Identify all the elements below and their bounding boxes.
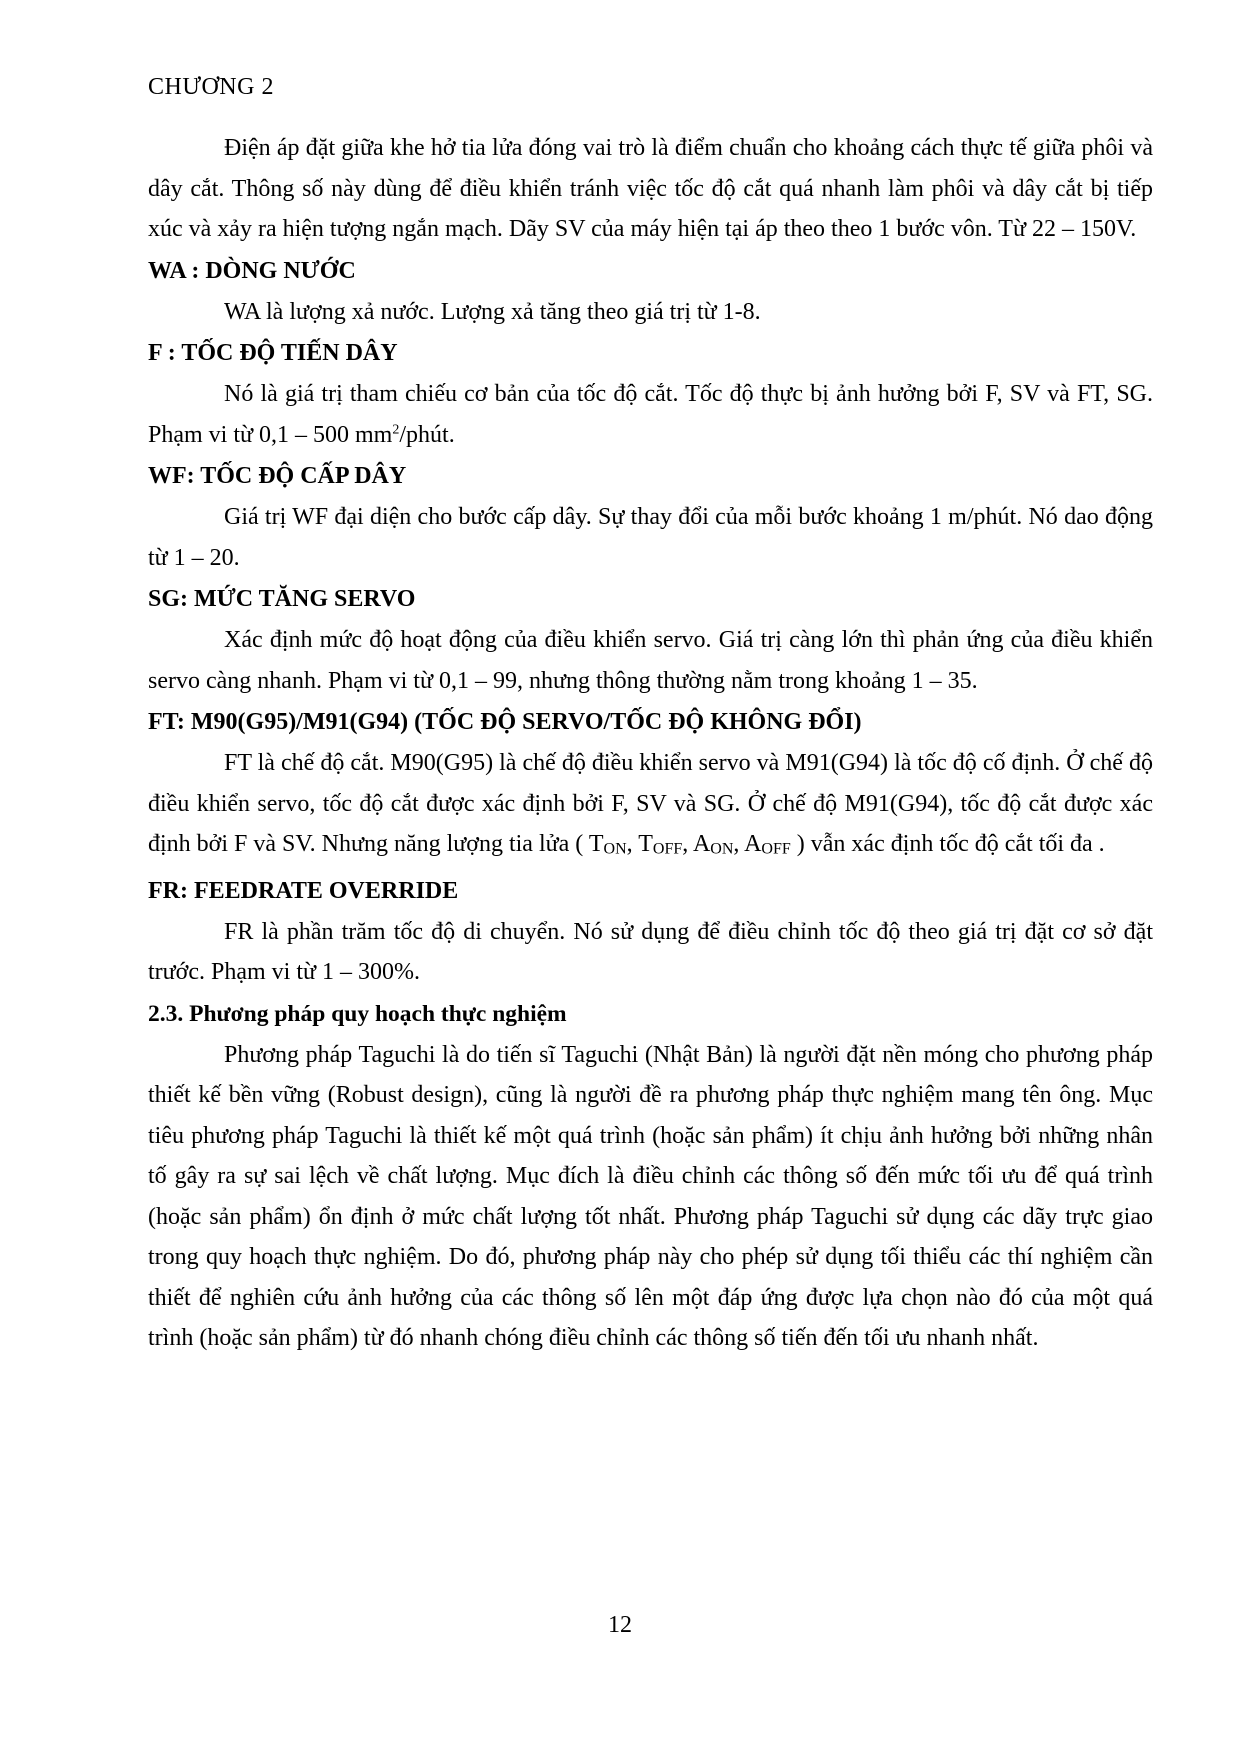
separator: , (682, 831, 693, 857)
symbol-a-on-base: A (692, 831, 711, 857)
symbol-a-off (744, 831, 791, 857)
symbol-t-off (638, 831, 682, 857)
symbol-t-on-base: T (588, 831, 604, 857)
symbol-a-on (693, 831, 733, 857)
heading-f: F : TỐC ĐỘ TIẾN DÂY (148, 340, 398, 366)
paragraph-wf: Giá trị WF đại diện cho bước cấp dây. Sự thay đổi của mỗi bước khoảng 1 m/phút. Nó dao động từ 1 – 20. (148, 504, 1153, 571)
symbol-t-on (589, 831, 627, 857)
symbol-t-on-sub: ON (603, 840, 627, 858)
page-body (148, 128, 1153, 1359)
paragraph-fr: FR là phần trăm tốc độ di chuyển. Nó sử dụng để điều chỉnh tốc độ theo giá trị đặt cơ sở đặt trước. Phạm vi từ 1 – 300%. (148, 918, 1153, 986)
heading-wa: WA : DÒNG NƯỚC (148, 257, 356, 284)
chapter-header: CHƯƠNG 2 (148, 74, 274, 100)
symbol-a-on-sub: ON (710, 840, 734, 858)
section-heading-2-3: 2.3. Phương pháp quy hoạch thực nghiệm (148, 1000, 567, 1027)
paragraph-sv-voltage: Điện áp đặt giữa khe hở tia lửa đóng vai trò là điểm chuẩn cho khoảng cách thực tế giữa phôi và dây cắt. Thông số này dùng để điều khiển tránh việc tốc độ cắt quá nhanh làm phôi và dây cắt bị tiếp xúc và xảy ra hiện tượng ngắn mạch. Dãy SV của máy hiện tại áp theo theo 1 bước vôn. Từ 22 – 150V. (148, 135, 1153, 242)
superscript-2: 2 (392, 422, 400, 438)
separator: , (733, 831, 745, 857)
symbol-t-off-sub: OFF (652, 840, 683, 858)
heading-sg: SG: MỨC TĂNG SERVO (148, 586, 416, 612)
paragraph-taguchi: Phương pháp Taguchi là do tiến sĩ Taguchi (Nhật Bản) là người đặt nền móng cho phương pháp thiết kế bền vững (Robust design), cũng là người đề ra phương pháp thực nghiệm mang tên ông. Mục tiêu phương pháp Taguchi là thiết kế một quá trình (hoặc sản phẩm) ít chịu ảnh hưởng bởi những nhân tố gây ra sự sai lệch về chất lượng. Mục đích là điều chỉnh các thông số đến mức tối ưu để quá trình (hoặc sản phẩm) ổn định ở mức chất lượng tốt nhất. Phương pháp Taguchi sử dụng các dãy trực giao trong quy hoạch thực nghiệm. Do đó, phương pháp này cho phép sử dụng tối thiểu các thí nghiệm cần thiết để nghiên cứu ảnh hưởng của các thông số lên một đáp ứng được lựa chọn nào đó của một quá trình (hoặc sản phẩm) từ đó nhanh chóng điều chỉnh các thông số tiến đến tối ưu nhanh nhất. (148, 1041, 1153, 1352)
paragraph-f-unit: /phút. (399, 421, 455, 448)
symbol-t-off-base: T (638, 831, 653, 857)
symbol-a-off-base: A (744, 831, 762, 857)
paragraph-ft (148, 743, 1153, 870)
heading-wf: WF: TỐC ĐỘ CẤP DÂY (148, 463, 407, 489)
paragraph-f (148, 374, 1153, 455)
heading-ft: FT: M90(G95)/M91(G94) (TỐC ĐỘ SERVO/TỐC ĐỘ KHÔNG ĐỔI) (148, 709, 862, 735)
heading-fr: FR: FEEDRATE OVERRIDE (148, 877, 459, 904)
paragraph-ft-text: FT là chế độ cắt. M90(G95) là chế độ điều khiển servo và M91(G94) là tốc độ cố định. Ở chế độ điều khiển servo, tốc độ cắt được xác định bởi F, SV và SG. Ở chế độ M91(G94), tốc độ cắt được xác định bởi F và SV. Nhưng năng lượng tia lửa ( (148, 750, 1153, 857)
paragraph-wa: WA là lượng xả nước. Lượng xả tăng theo giá trị từ 1-8. (224, 298, 761, 325)
symbol-a-off-sub: OFF (761, 840, 791, 858)
paragraph-sg: Xác định mức độ hoạt động của điều khiển servo. Giá trị càng lớn thì phản ứng của điều khiển servo càng nhanh. Phạm vi từ 0,1 – 99, nhưng thông thường nằm trong khoảng 1 – 35. (148, 627, 1153, 694)
page-number: 12 (608, 1612, 632, 1638)
paragraph-ft-end: ) vẫn xác định tốc độ cắt tối đa . (790, 831, 1105, 857)
separator: , (626, 831, 639, 857)
paragraph-f-text: Nó là giá trị tham chiếu cơ bản của tốc độ cắt. Tốc độ thực bị ảnh hưởng bởi F, SV và FT, SG. Phạm vi từ 0,1 – 500 mm (148, 381, 1153, 448)
